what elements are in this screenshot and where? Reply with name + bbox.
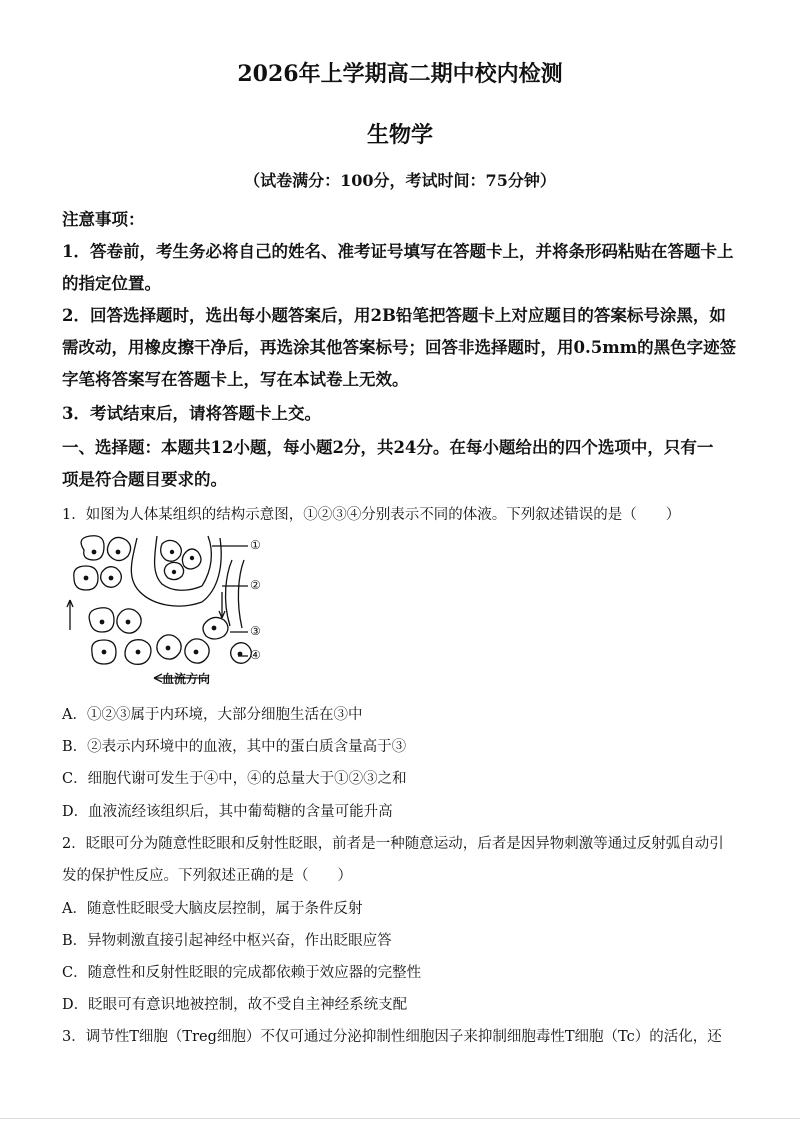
note-2-line-2: 需改动，用橡皮擦干净后，再选涂其他答案标号；回答非选择题时，用0.5mm的黑色字迹签 <box>62 338 737 357</box>
exam-title: 2026年上学期高二期中校内检测 <box>237 61 563 87</box>
q2-option-b: B．异物刺激直接引起神经中枢兴奋，作出眨眼应答 <box>62 933 392 949</box>
q1-option-b: B．②表示内环境中的血液，其中的蛋白质含量高于③ <box>62 739 407 755</box>
section-1-line-1: 一、选择题：本题共12小题，每小题2分，共24分。在每小题给出的四个选项中，只有一 <box>62 438 714 457</box>
q2-option-c: C．随意性和反射性眨眼的完成都依赖于效应器的完整性 <box>62 965 422 981</box>
figure-label-3: ③ <box>250 624 261 638</box>
figure-label-1: ① <box>250 538 261 552</box>
q3-stem-line-1: 3．调节性T细胞（Treg细胞）不仅可通过分泌抑制性细胞因子来抑制细胞毒性T细胞（Tc）的活化，还 <box>62 1029 722 1045</box>
note-3: 3．考试结束后，请将答题卡上交。 <box>62 404 321 423</box>
blood-flow-label: 血流方向 <box>162 672 211 686</box>
note-2-line-3: 字笔将答案写在答题卡上，写在本试卷上无效。 <box>62 370 409 389</box>
q2-stem-line-2: 发的保护性反应。下列叙述正确的是（ ） <box>62 868 352 884</box>
q1-option-d: D．血液流经该组织后，其中葡萄糖的含量可能升高 <box>62 804 393 820</box>
tissue-diagram <box>62 530 272 690</box>
note-1-line-2: 的指定位置。 <box>62 274 161 293</box>
q2-stem-line-1: 2．眨眼可分为随意性眨眼和反射性眨眼，前者是一种随意运动，后者是因异物刺激等通过反射弧自动引 <box>62 836 724 852</box>
tissue-diagram-svg <box>62 530 272 690</box>
q1-option-a: A．①②③属于内环境，大部分细胞生活在③中 <box>62 707 363 723</box>
q1-stem: 1．如图为人体某组织的结构示意图，①②③④分别表示不同的体液。下列叙述错误的是（ ） <box>62 507 681 523</box>
q2-option-d: D．眨眼可有意识地被控制，故不受自主神经系统支配 <box>62 997 408 1013</box>
q2-option-a: A．随意性眨眼受大脑皮层控制，属于条件反射 <box>62 901 363 917</box>
score-time: （试卷满分：100分，考试时间：75分钟） <box>244 171 556 190</box>
subject-title: 生物学 <box>366 122 433 148</box>
q1-option-c: C．细胞代谢可发生于④中，④的总量大于①②③之和 <box>62 771 407 787</box>
figure-label-4: ④ <box>250 648 261 662</box>
figure-label-2: ② <box>250 578 261 592</box>
page-bottom-rule <box>0 1118 800 1119</box>
section-1-line-2: 项是符合题目要求的。 <box>62 470 227 489</box>
note-1-line-1: 1．答卷前，考生务必将自己的姓名、准考证号填写在答题卡上，并将条形码粘贴在答题卡上 <box>62 242 734 261</box>
note-2-line-1: 2．回答选择题时，选出每小题答案后，用2B铅笔把答题卡上对应题目的答案标号涂黑，如 <box>62 306 726 325</box>
notes-heading: 注意事项： <box>62 210 145 229</box>
